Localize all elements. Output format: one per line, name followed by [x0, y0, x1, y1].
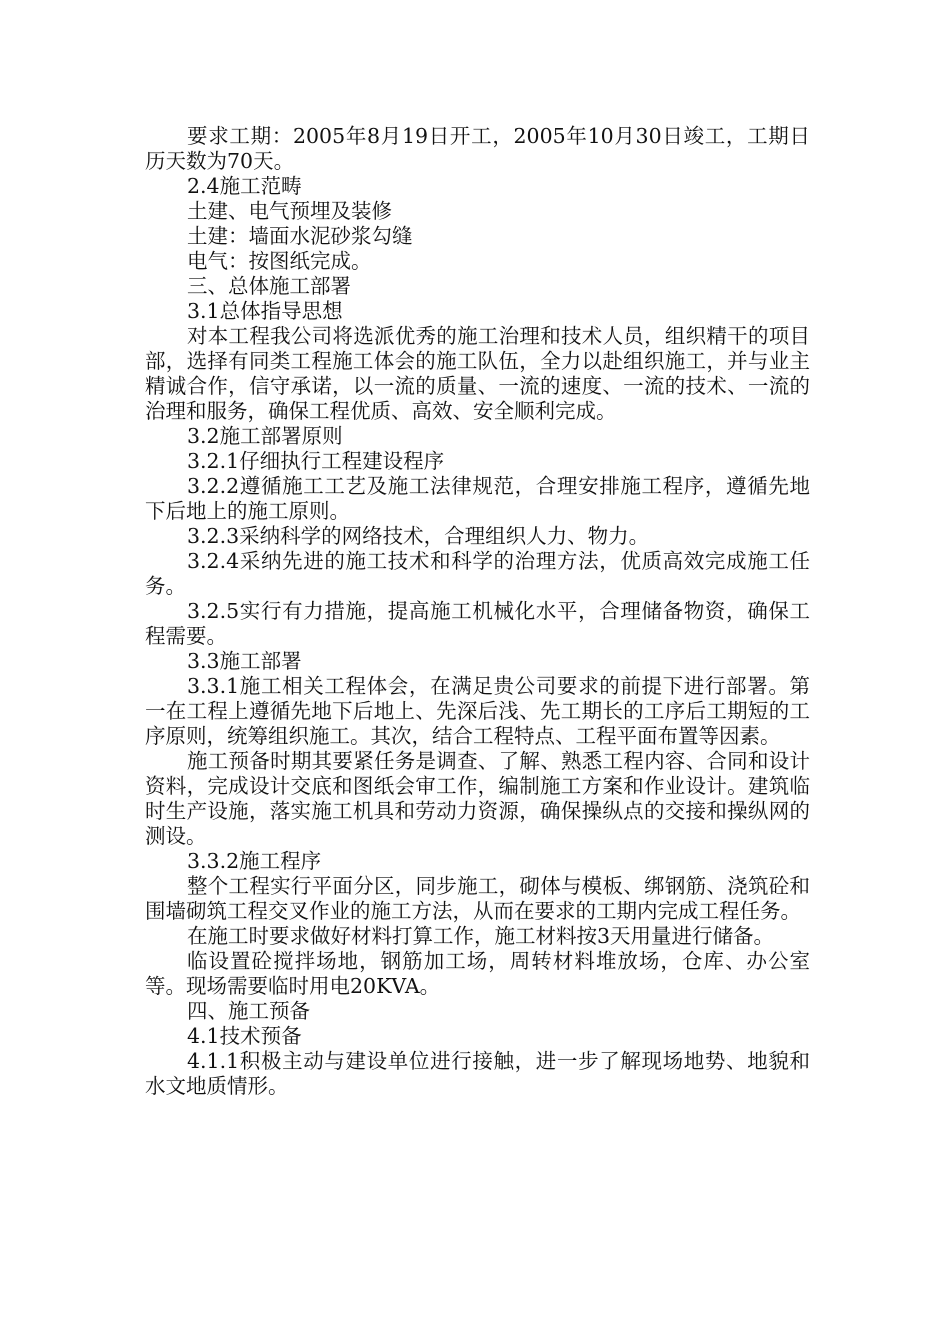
paragraph-3-2-2: 3.2.2遵循施工工艺及施工法律规范，合理安排施工程序，遵循先地下后地上的施工原则。 [145, 474, 810, 523]
heading-3-1: 3.1总体指导思想 [187, 299, 343, 323]
paragraph-3-3-1: 3.3.1施工相关工程体会，在满足贵公司要求的前提下进行部署。第一在工程上遵循先地下后地上、先深后浅、先工期长的工序后工期短的工序原则，统筹组织施工。其次，结合工程特点、工程平面布置等因素。 [145, 674, 810, 748]
paragraph-3-2-1: 3.2.1仔细执行工程建设程序 [187, 449, 445, 473]
paragraph-temporary-facilities: 临设置砼搅拌场地，钢筋加工场，周转材料堆放场，仓库、办公室等。现场需要临时用电20KVA。 [145, 949, 810, 998]
paragraph-scope: 土建、电气预埋及装修 [187, 199, 392, 223]
paragraph-3-2-5: 3.2.5实行有力措施，提高施工机械化水平，合理储备物资，确保工程需要。 [145, 599, 810, 648]
heading-3-3: 3.3施工部署 [187, 649, 302, 673]
heading-2-4: 2.4施工范畴 [187, 174, 302, 198]
heading-4-1: 4.1技术预备 [187, 1024, 302, 1048]
paragraph-3-2-3: 3.2.3采纳科学的网络技术，合理组织人力、物力。 [187, 524, 650, 548]
heading-3-2: 3.2施工部署原则 [187, 424, 343, 448]
paragraph-4-1-1: 4.1.1积极主动与建设单位进行接触，进一步了解现场地势、地貌和水文地质情形。 [145, 1049, 810, 1098]
paragraph-guiding-idea: 对本工程我公司将选派优秀的施工治理和技术人员，组织精干的项目部，选择有同类工程施工体会的施工队伍，全力以赴组织施工，并与业主精诚合作，信守承诺，以一流的质量、一流的速度、一流的技术、一流的治理和服务，确保工程优质、高效、安全顺利完成。 [145, 324, 810, 423]
paragraph-materials: 在施工时要求做好材料打算工作，施工材料按3天用量进行储备。 [187, 924, 775, 948]
heading-3-3-2: 3.3.2施工程序 [187, 849, 322, 873]
paragraph-electrical: 电气：按图纸完成。 [187, 249, 372, 273]
paragraph-zoning: 整个工程实行平面分区，同步施工，砌体与模板、绑钢筋、浇筑砼和围墙砌筑工程交叉作业的施工方法，从而在要求的工期内完成工程任务。 [145, 874, 810, 923]
document-body [145, 124, 810, 1099]
paragraph-civil: 土建：墙面水泥砂浆勾缝 [187, 224, 413, 248]
heading-section-4: 四、施工预备 [187, 999, 310, 1023]
heading-section-3: 三、总体施工部署 [187, 274, 351, 298]
paragraph-3-2-4: 3.2.4采纳先进的施工技术和科学的治理方法，优质高效完成施工任务。 [145, 549, 810, 598]
paragraph-preparation-period: 施工预备时期其要紧任务是调查、了解、熟悉工程内容、合同和设计资料，完成设计交底和图纸会审工作，编制施工方案和作业设计。建筑临时生产设施，落实施工机具和劳动力资源，确保操纵点的交接和操纵网的测设。 [145, 749, 810, 848]
paragraph-schedule: 要求工期：2005年8月19日开工，2005年10月30日竣工，工期日历天数为70天。 [145, 124, 810, 173]
